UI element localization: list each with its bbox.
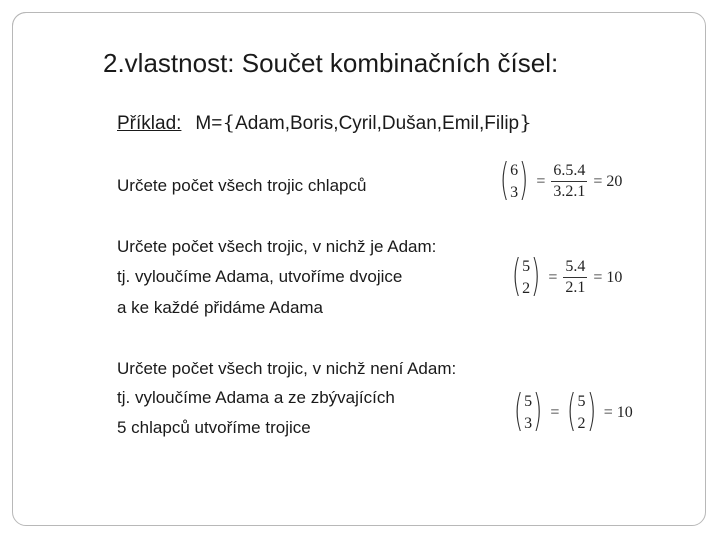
result: 20 [606, 172, 623, 190]
binom-bottom: 3 [524, 414, 533, 432]
binomial: ( 5 2 ) [511, 249, 541, 301]
set-items: Adam,Boris,Cyril,Dušan,Emil,Filip [235, 113, 520, 134]
fraction-denominator: 3.2.1 [553, 182, 586, 200]
equals-sign: = [550, 403, 560, 421]
binomial: ( 6 3 ) [499, 153, 529, 205]
set-close-brace: } [519, 110, 532, 134]
binomial: ( 5 3 ) [513, 384, 543, 436]
binom-top: 6 [510, 162, 519, 179]
task1-line1: Určete počet všech trojic chlapců [117, 176, 367, 195]
fraction [563, 258, 587, 297]
fraction-numerator: 5.4 [563, 258, 587, 277]
task2-line1: Určete počet všech trojic, v nichž je Adam: [117, 237, 437, 256]
equals-sign: = [593, 268, 603, 286]
equals-sign: = [536, 172, 546, 190]
binom-bottom: 2 [522, 279, 531, 297]
task1-formula [496, 153, 623, 205]
fraction-numerator: 6.5.4 [551, 162, 587, 181]
result: 10 [616, 403, 633, 421]
slide-title: 2.vlastnost: Součet kombinačních čísel: [103, 48, 559, 78]
equals-sign: = [603, 403, 613, 421]
task3-line1: Určete počet všech trojic, v nichž není Adam: [117, 359, 457, 378]
result: 10 [606, 268, 623, 286]
example-line [117, 110, 532, 135]
set-name: M= [195, 113, 223, 134]
equals-sign: = [548, 268, 558, 286]
fraction-denominator: 2.1 [565, 278, 586, 296]
task3-formula [510, 384, 633, 436]
task2-formula [508, 249, 623, 301]
binom-top: 5 [524, 393, 533, 410]
task3-line3: 5 chlapců utvoříme trojice [117, 418, 311, 437]
binom-top: 5 [577, 393, 586, 410]
fraction [551, 162, 587, 201]
task2-line3: a ke každé přidáme Adama [117, 298, 324, 317]
binom-top: 5 [522, 258, 531, 275]
binom-bottom: 3 [510, 183, 519, 201]
binom-bottom: 2 [577, 414, 586, 432]
slide-frame-corner [12, 12, 43, 43]
task2-line2: tj. vyloučíme Adama, utvoříme dvojice [117, 267, 403, 286]
equals-sign: = [593, 172, 603, 190]
example-label: Příklad: [117, 113, 182, 134]
task3-line2: tj. vyloučíme Adama a ze zbývajících [117, 388, 395, 407]
binomial: ( 5 2 ) [567, 384, 596, 436]
set-open-brace: { [222, 110, 236, 134]
